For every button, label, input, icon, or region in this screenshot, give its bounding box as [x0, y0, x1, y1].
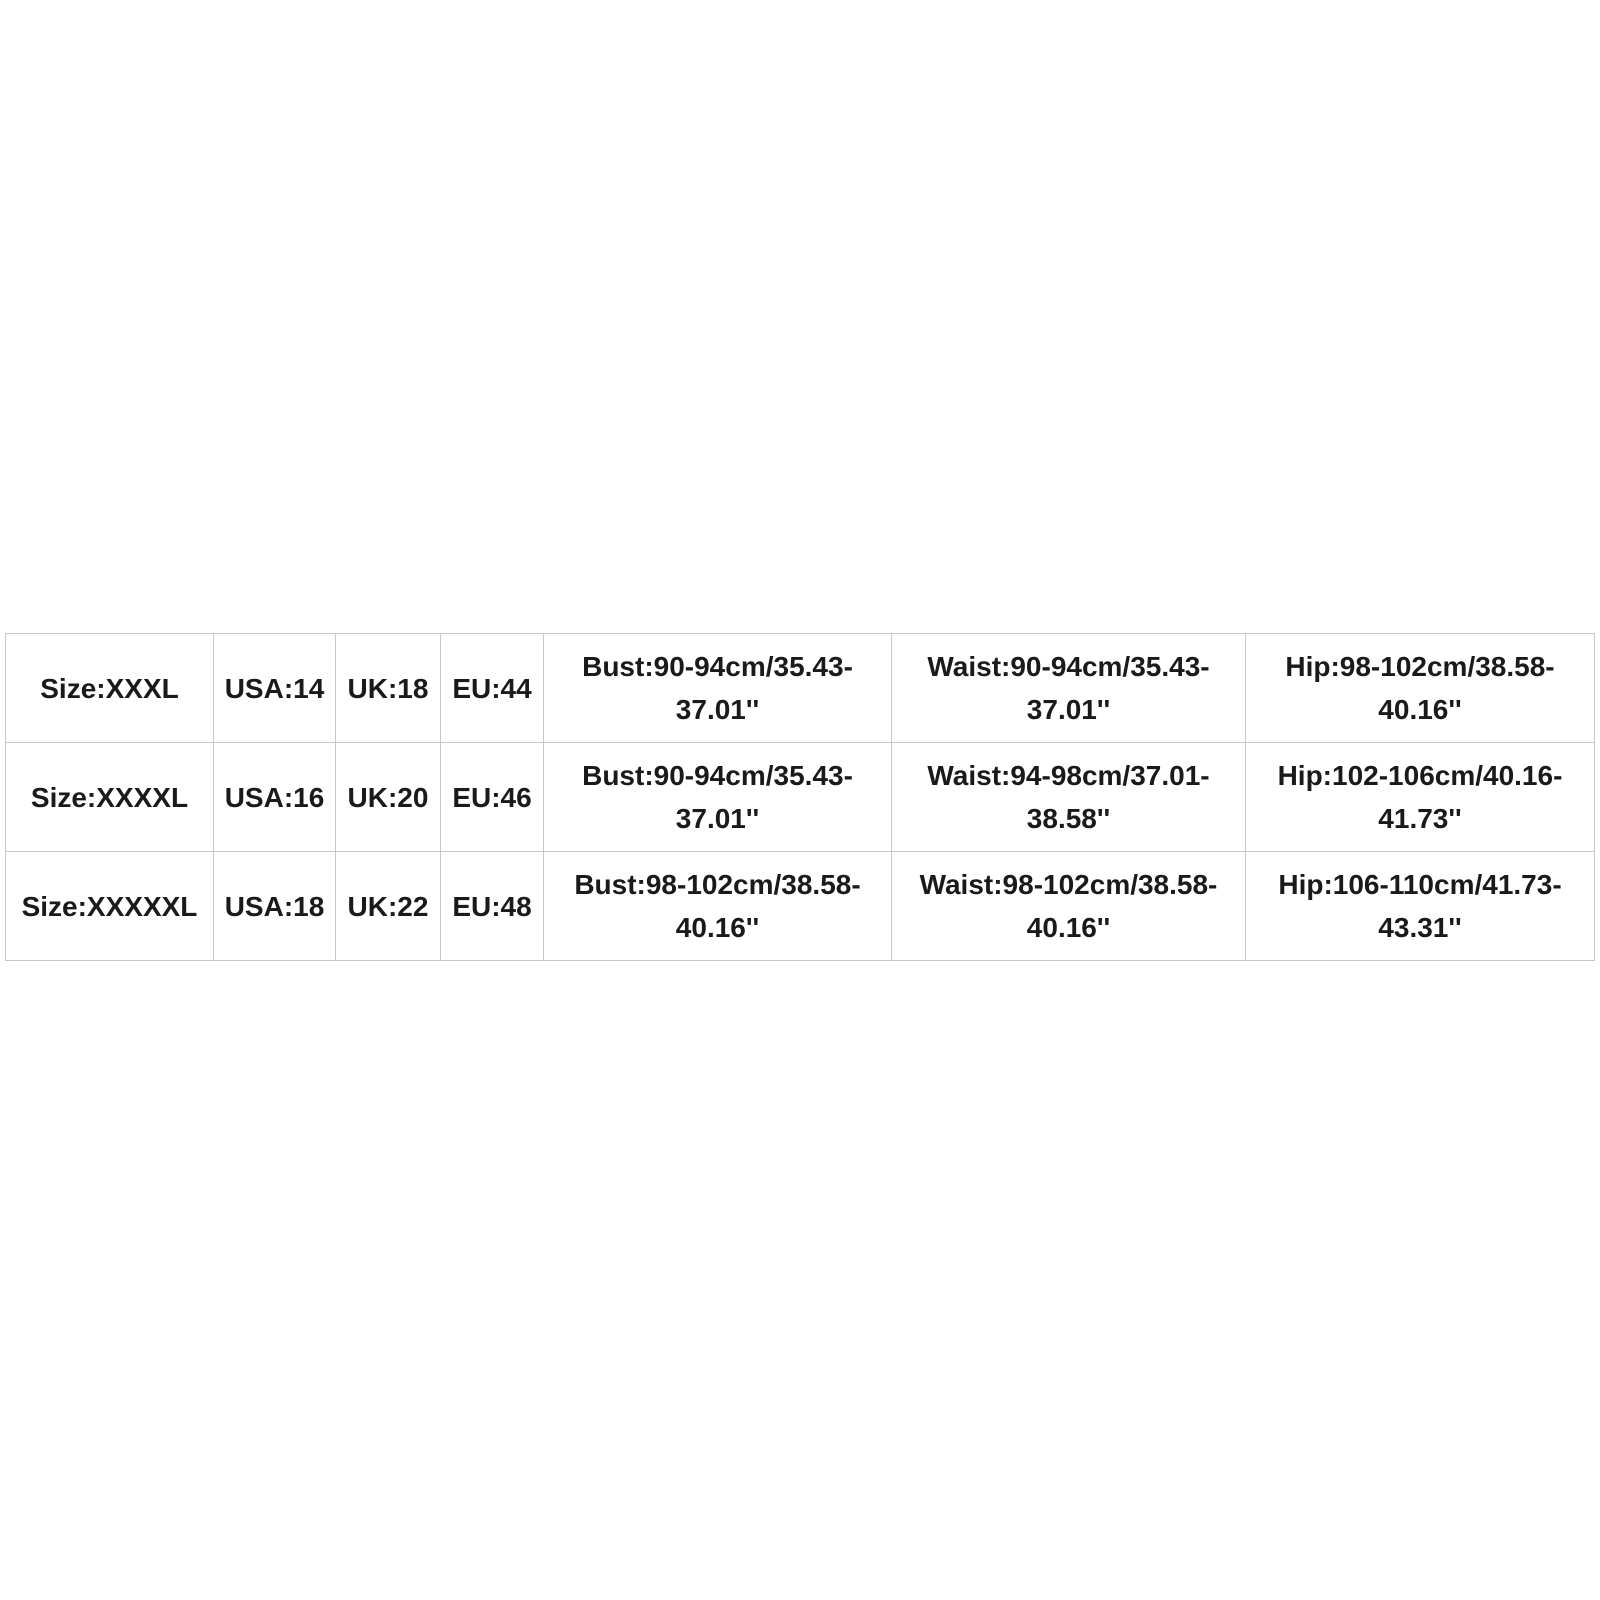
table-row — [6, 852, 1595, 961]
bust-cell: Bust:98-102cm/38.58- 40.16'' — [544, 852, 892, 961]
table-row — [6, 743, 1595, 852]
usa-size-cell: USA:16 — [214, 743, 336, 852]
bust-cell: Bust:90-94cm/35.43- 37.01'' — [544, 634, 892, 743]
waist-cell: Waist:98-102cm/38.58- 40.16'' — [892, 852, 1246, 961]
eu-size-cell: EU:44 — [441, 634, 544, 743]
waist-cell: Waist:94-98cm/37.01- 38.58'' — [892, 743, 1246, 852]
hip-cell: Hip:106-110cm/41.73- 43.31'' — [1246, 852, 1595, 961]
usa-size-cell: USA:14 — [214, 634, 336, 743]
uk-size-cell: UK:22 — [336, 852, 441, 961]
uk-size-cell: UK:20 — [336, 743, 441, 852]
eu-size-cell: EU:46 — [441, 743, 544, 852]
hip-cell: Hip:98-102cm/38.58- 40.16'' — [1246, 634, 1595, 743]
eu-size-cell: EU:48 — [441, 852, 544, 961]
hip-cell: Hip:102-106cm/40.16- 41.73'' — [1246, 743, 1595, 852]
usa-size-cell: USA:18 — [214, 852, 336, 961]
waist-cell: Waist:90-94cm/35.43- 37.01'' — [892, 634, 1246, 743]
size-chart-table — [5, 633, 1595, 961]
uk-size-cell: UK:18 — [336, 634, 441, 743]
bust-cell: Bust:90-94cm/35.43- 37.01'' — [544, 743, 892, 852]
table-row — [6, 634, 1595, 743]
size-cell: Size:XXXXL — [6, 743, 214, 852]
size-cell: Size:XXXL — [6, 634, 214, 743]
size-cell: Size:XXXXXL — [6, 852, 214, 961]
